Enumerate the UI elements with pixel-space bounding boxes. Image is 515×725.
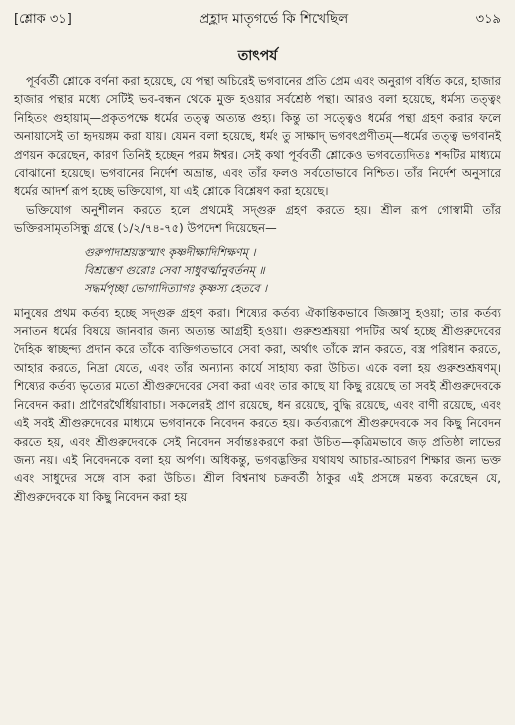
- page-header: [14, 8, 501, 30]
- verse-line: গুরুপাদাশ্রয়স্তস্মাৎ কৃষ্ণদীক্ষাদিশিক্ষণম্ ।: [84, 245, 256, 259]
- sanskrit-verse: [84, 244, 501, 298]
- verse-line: বিশ্রম্ভেণ গুরোঃ সেবা সাধুবর্ত্মানুবর্তনম্ ॥: [84, 263, 265, 277]
- chapter-title: প্রহ্লাদ মাতৃগর্ভে কি শিখেছিল: [199, 11, 349, 27]
- paragraph-1: পূর্ববর্তী শ্লোকে বর্ণনা করা হয়েছে, যে পন্থা অচিরেই ভগবানের প্রতি প্রেম এবং অনুরাগ বর্ধিত করে, হাজার হাজার পন্থার মধ্যে সেটিই ভব-বন্ধন থেকে মুক্ত হওয়ার সর্বশ্রেষ্ঠ পন্থা। আরও বলা হয়েছে, ধর্মস্য তত্ত্বং নিহিতং গুহায়াম্—প্রকৃতপক্ষে ধর্মের তত্ত্ব অত্যন্ত গুহ্য। কিন্তু তা সত্ত্বেও ধর্মের পন্থা গ্রহণ করার ফলে অনায়াসেই তা হৃদয়ঙ্গম করা যায়। যেমন বলা হয়েছে, ধর্মং তু সাক্ষাদ্ ভগবৎপ্রণীতম্—ধর্মের তত্ত্ব ভগবানই প্রণয়ন করেছেন, কারণ তিনিই হচ্ছেন পরম ঈশ্বর। সেই কথা পূর্ববর্তী শ্লোকেও ভগবত্যেদিতঃ শব্দটির মাধ্যমে বোঝানো হয়েছে। ভগবানের নির্দেশ অভ্রান্ত, এবং তাঁর ফলও সর্বতোভাবে নিশ্চিত। তাঁর নির্দেশ অনুসারে ধর্মের আদর্শ রূপ হচ্ছে ভক্তিযোগ, যা এই শ্লোকে বিশ্লেষণ করা হয়েছে।: [14, 74, 501, 199]
- paragraph-3: মানুষের প্রথম কর্তব্য হচ্ছে সদ্গুরু গ্রহণ করা। শিষ্যের কর্তব্য ঐকান্তিকভাবে জিজ্ঞাসু হওয়া; তার কর্তব্য সনাতন ধর্মের বিষয়ে জানবার জন্য অত্যন্ত আগ্রহী হওয়া। গুরুশুশ্রূষয়া পদটির অর্থ হচ্ছে শ্রীগুরুদেবের দৈহিক স্বাচ্ছন্দ্য প্রদান করে তাঁকে ব্যক্তিগতভাবে সেবা করা, অর্থাৎ তাঁকে স্নান করতে, বস্ত্র পরিধান করতে, আহার করতে, নিদ্রা যেতে, এবং তাঁর অন্যান্য কার্যে সাহায্য করা উচিত। একে বলা হয় গুরুশুশ্রূষণম্। শিষ্যের কর্তব্য ভৃত্যের মতো শ্রীগুরুদেবের সেবা করা এবং তার কাছে যা কিছু রয়েছে তা সবই শ্রীগুরুদেবকে নিবেদন করা। প্রাণৈরর্থৈর্ধিয়াবাচা। সকলেরই প্রাণ রয়েছে, ধন রয়েছে, বুদ্ধি রয়েছে, এবং বাণী রয়েছে, এবং এই সবই শ্রীগুরুদেবের মাধ্যমে ভগবানকে নিবেদন করতে হয়। কর্তব্যরূপে শ্রীগুরুদেবকে সব কিছু নিবেদন করতে হয়, এবং শ্রীগুরুদেবকে সেই নিবেদন সর্বান্তঃকরণে করা উচিত—কৃত্রিমভাবে জড় প্রতিষ্ঠা লাভের জন্য নয়। এই নিবেদনকে বলা হয় অর্পণ। অধিকন্তু, ভগবদ্ভক্তির যথাযথ আচার-আচরণ শিক্ষার জন্য ভক্ত এবং সাধুদের সঙ্গে বাস করা উচিত। শ্রীল বিশ্বনাথ চক্রবর্তী ঠাকুর এই প্রসঙ্গে মন্তব্য করেছেন যে, শ্রীগুরুদেবকে যা কিছু নিবেদন করা হয়: [14, 305, 501, 504]
- verse-reference: [শ্লোক ৩১]: [14, 12, 72, 27]
- paragraph-2: ভক্তিযোগ অনুশীলন করতে হলে প্রথমেই সদ্গুরু গ্রহণ করতে হয়। শ্রীল রূপ গোস্বামী তাঁর ভক্তিরসামৃতসিন্ধু গ্রন্থে (১/২/৭৪-৭৫) উপদেশ দিয়েছেন—: [14, 202, 501, 236]
- verse-line: সদ্ধর্মপৃচ্ছা ভোগাদিত্যাগঃ কৃষ্ণস্য হেতবে ।: [84, 281, 268, 295]
- section-heading: তাৎপর্য: [237, 48, 278, 64]
- page-number: ৩১৯: [475, 12, 501, 27]
